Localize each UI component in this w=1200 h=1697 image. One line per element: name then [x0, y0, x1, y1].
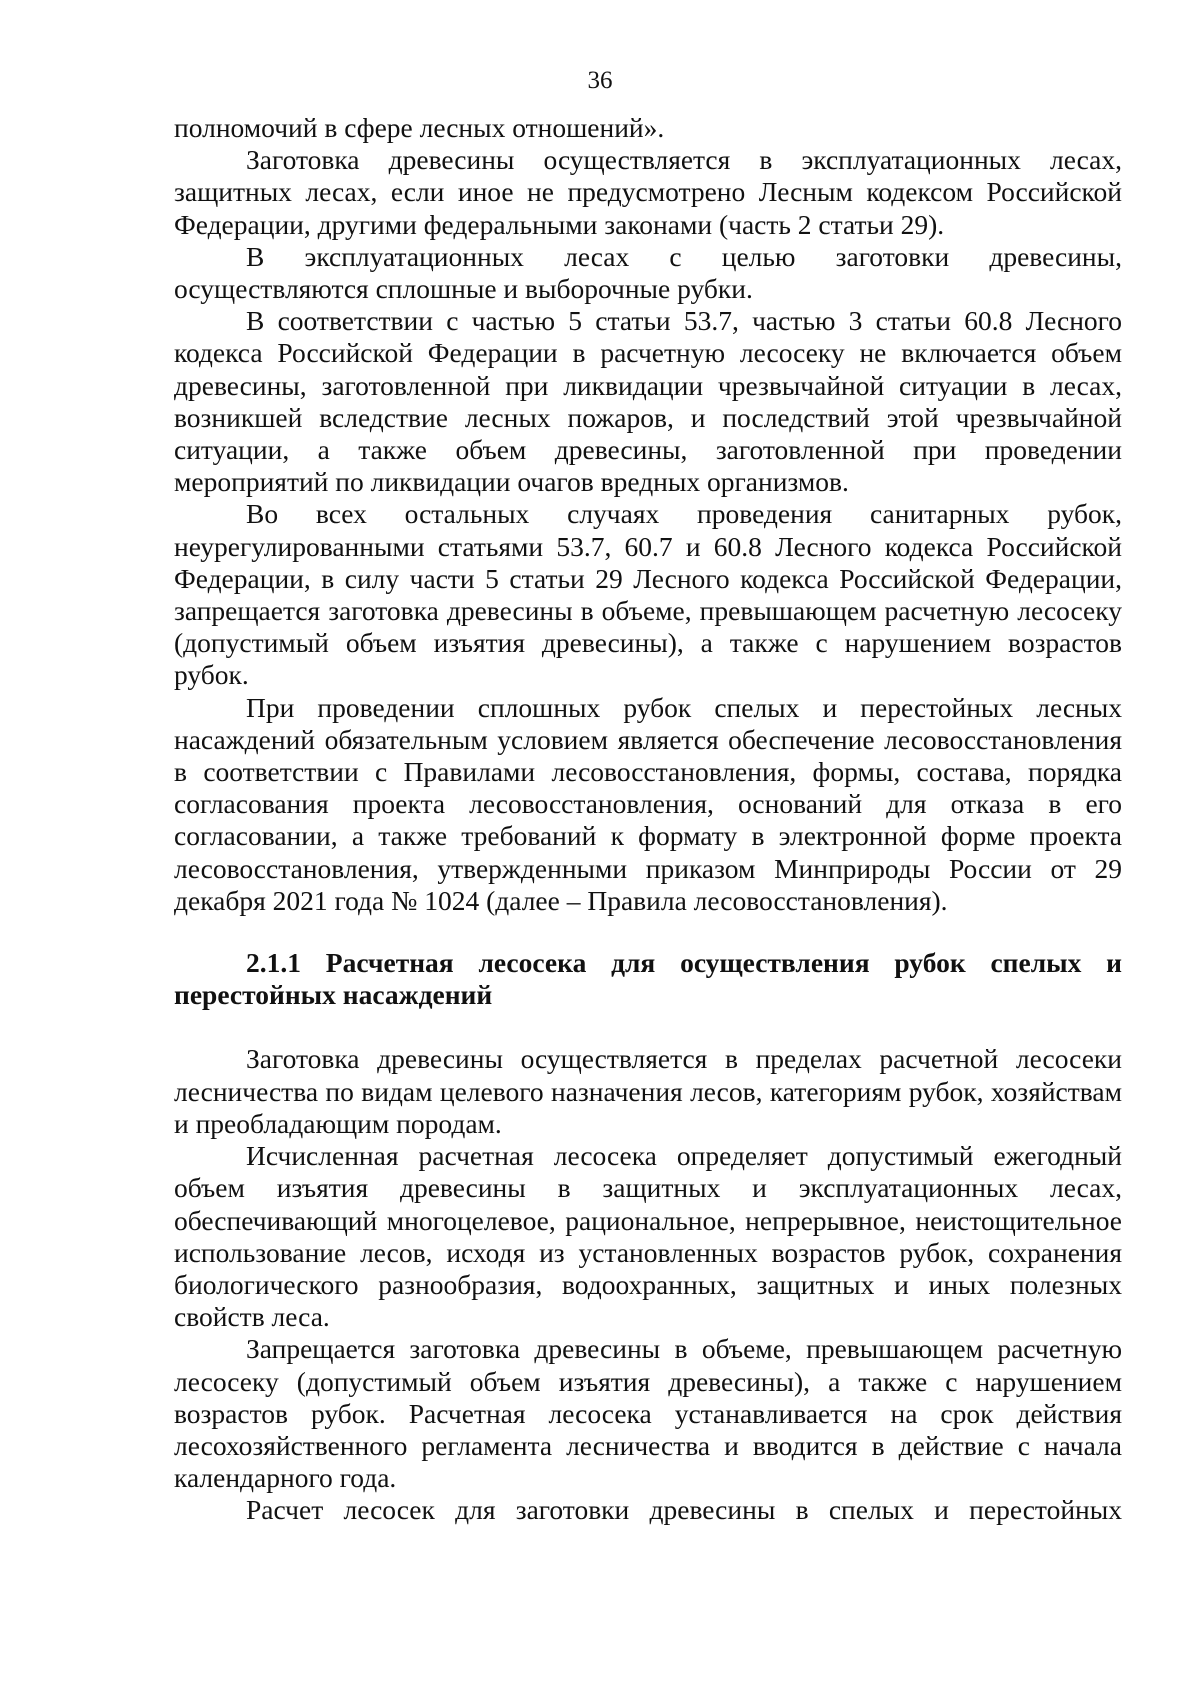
- paragraph: Во всех остальных случаях проведения санитарных рубок, неурегулированными статьями 53.7, 60.7 и 60.8 Лесного кодекса Российской Федерации, в силу части 5 статьи 29 Лесного кодекса Российской Федерации, запрещается заготовка древесины в объеме, превышающем расчетную лесосеку (допустимый объем изъятия древесины), а также с нарушением возрастов рубок.: [174, 498, 1122, 691]
- page-number: 36: [587, 67, 613, 94]
- paragraph-continuation: полномочий в сфере лесных отношений».: [174, 112, 665, 143]
- section-heading: 2.1.1 Расчетная лесосека для осуществления рубок спелых и перестойных насаждений: [174, 947, 1122, 1011]
- heading-spacer: [174, 1011, 1122, 1043]
- paragraph: Исчисленная расчетная лесосека определяет допустимый ежегодный объем изъятия древесины в защитных и эксплуатационных лесах, обеспечивающий многоцелевое, рациональное, непрерывное, неистощительное использование лесов, исходя из установленных возрастов рубок, сохранения биологического разнообразия, водоохранных, защитных и иных полезных свойств леса.: [174, 1140, 1122, 1333]
- paragraph: В эксплуатационных лесах с целью заготовки древесины, осуществляются сплошные и выборочные рубки.: [174, 240, 1122, 305]
- paragraph: В соответствии с частью 5 статьи 53.7, частью 3 статьи 60.8 Лесного кодекса Российской Федерации в расчетную лесосеку не включается объем древесины, заготовленной при ликвидации чрезвычайной ситуации в лесах, возникшей вследствие лесных пожаров, и последствий этой чрезвычайной ситуации, а также объем древесины, заготовленной при проведении мероприятий по ликвидации очагов вредных организмов.: [174, 305, 1122, 498]
- paragraph: Заготовка древесины осуществляется в эксплуатационных лесах, защитных лесах, если иное не предусмотрено Лесным кодексом Российской Федерации, другими федеральными законами (часть 2 статьи 29).: [174, 144, 1122, 240]
- page-content: [174, 112, 1122, 1527]
- paragraph: При проведении сплошных рубок спелых и перестойных лесных насаждений обязательным условием является обеспечение лесовосстановления в соответствии с Правилами лесовосстановления, формы, состава, порядка согласования проекта лесовосстановления, оснований для отказа в его согласовании, а также требований к формату в электронной форме проекта лесовосстановления, утвержденными приказом Минприроды России от 29 декабря 2021 года № 1024 (далее – Правила лесовосстановления).: [174, 691, 1122, 916]
- paragraph: Запрещается заготовка древесины в объеме, превышающем расчетную лесосеку (допустимый объем изъятия древесины), а также с нарушением возрастов рубок. Расчетная лесосека устанавливается на срок действия лесохозяйственного регламента лесничества и вводится в действие с начала календарного года.: [174, 1333, 1122, 1494]
- paragraph-truncated: Расчет лесосек для заготовки древесины в спелых и перестойных: [246, 1494, 1122, 1526]
- paragraph: Заготовка древесины осуществляется в пределах расчетной лесосеки лесничества по видам целевого назначения лесов, категориям рубок, хозяйствам и преобладающим породам.: [174, 1043, 1122, 1139]
